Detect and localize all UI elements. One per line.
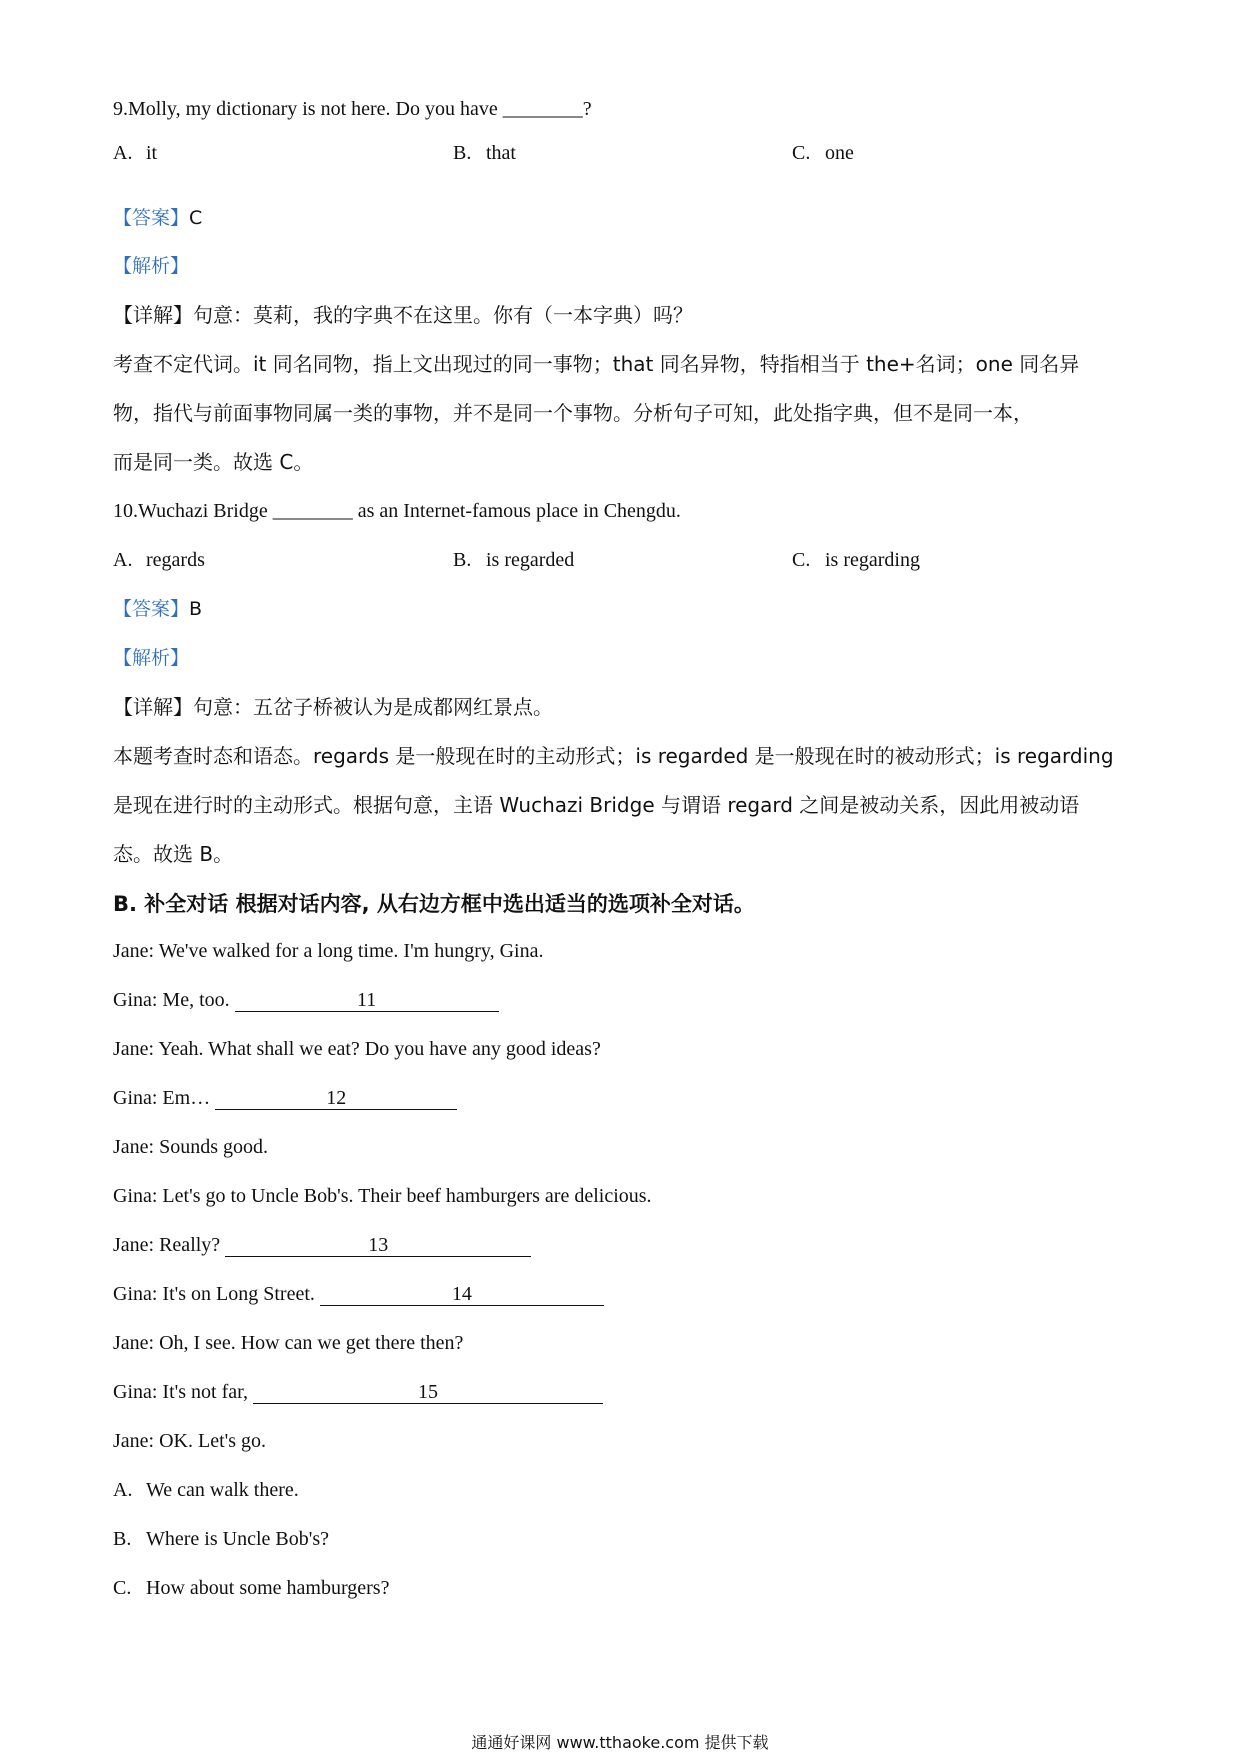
dialogue-line-3: Jane: Yeah. What shall we eat? Do you have any good ideas?: [113, 1038, 601, 1060]
q10-explain-line-1: 本题考查时态和语态。regards 是一般现在时的主动形式；is regarded 是一般现在时的被动形式；is regarding: [113, 744, 1114, 768]
dialogue-line-8: Gina: It's on Long Street. 14: [113, 1281, 604, 1307]
choice-b: B. Where is Uncle Bob's?: [113, 1528, 329, 1550]
q10-option-a: A. regards: [113, 549, 205, 571]
q10-answer: 【答案】B: [113, 598, 203, 620]
dialogue-line-2: Gina: Me, too. 11: [113, 987, 499, 1013]
blank-12: 12: [215, 1087, 457, 1110]
choice-c: C. How about some hamburgers?: [113, 1577, 390, 1599]
q9-explain-line-3: 而是同一类。故选 C。: [113, 450, 314, 474]
dialogue-line-1: Jane: We've walked for a long time. I'm hungry, Gina.: [113, 940, 544, 962]
q9-answer: 【答案】C: [113, 207, 203, 229]
blank-11: 11: [235, 989, 499, 1012]
dialogue-line-4: Gina: Em… 12: [113, 1085, 457, 1111]
dialogue-line-11: Jane: OK. Let's go.: [113, 1430, 267, 1452]
dialogue-line-5: Jane: Sounds good.: [113, 1136, 268, 1158]
q9-option-b: B. that: [453, 142, 516, 164]
dialogue-line-9: Jane: Oh, I see. How can we get there then?: [113, 1332, 464, 1354]
blank-13: 13: [225, 1234, 531, 1257]
question-10-stem: 10.Wuchazi Bridge ________ as an Internet-famous place in Chengdu.: [113, 500, 681, 522]
q9-analysis-tag: 【解析】: [113, 255, 190, 277]
q10-analysis-tag: 【解析】: [113, 647, 190, 669]
q10-option-c: C. is regarding: [792, 549, 920, 571]
page-footer: 通通好课网 www.tthaoke.com 提供下载: [471, 1733, 769, 1752]
section-b-heading: B. 补全对话 根据对话内容, 从右边方框中选出适当的选项补全对话。: [113, 892, 755, 916]
q10-detail: 【详解】句意：五岔子桥被认为是成都网红景点。: [113, 695, 553, 719]
q10-option-b: B. is regarded: [453, 549, 575, 571]
blank-15: 15: [253, 1381, 603, 1404]
q10-explain-line-2: 是现在进行时的主动形式。根据句意，主语 Wuchazi Bridge 与谓语 regard 之间是被动关系，因此用被动语: [113, 793, 1080, 817]
q9-explain-line-1: 考查不定代词。it 同名同物，指上文出现过的同一事物；that 同名异物，特指相当于 the+名词；one 同名异: [113, 352, 1080, 376]
dialogue-line-10: Gina: It's not far, 15: [113, 1379, 603, 1405]
blank-14: 14: [320, 1283, 604, 1306]
question-9-stem: 9.Molly, my dictionary is not here. Do you have ________?: [113, 98, 592, 120]
dialogue-line-7: Jane: Really? 13: [113, 1232, 531, 1258]
dialogue-line-6: Gina: Let's go to Uncle Bob's. Their beef hamburgers are delicious.: [113, 1185, 652, 1207]
q9-detail: 【详解】句意：莫莉，我的字典不在这里。你有（一本字典）吗？: [113, 303, 693, 327]
choice-a: A. We can walk there.: [113, 1479, 299, 1501]
q9-option-c: C. one: [792, 142, 854, 164]
q10-explain-line-3: 态。故选 B。: [113, 842, 234, 866]
q9-option-a: A. it: [113, 142, 158, 164]
q9-explain-line-2: 物，指代与前面事物同属一类的事物，并不是同一个事物。分析句子可知，此处指字典，但不是同一本，: [113, 401, 1033, 425]
